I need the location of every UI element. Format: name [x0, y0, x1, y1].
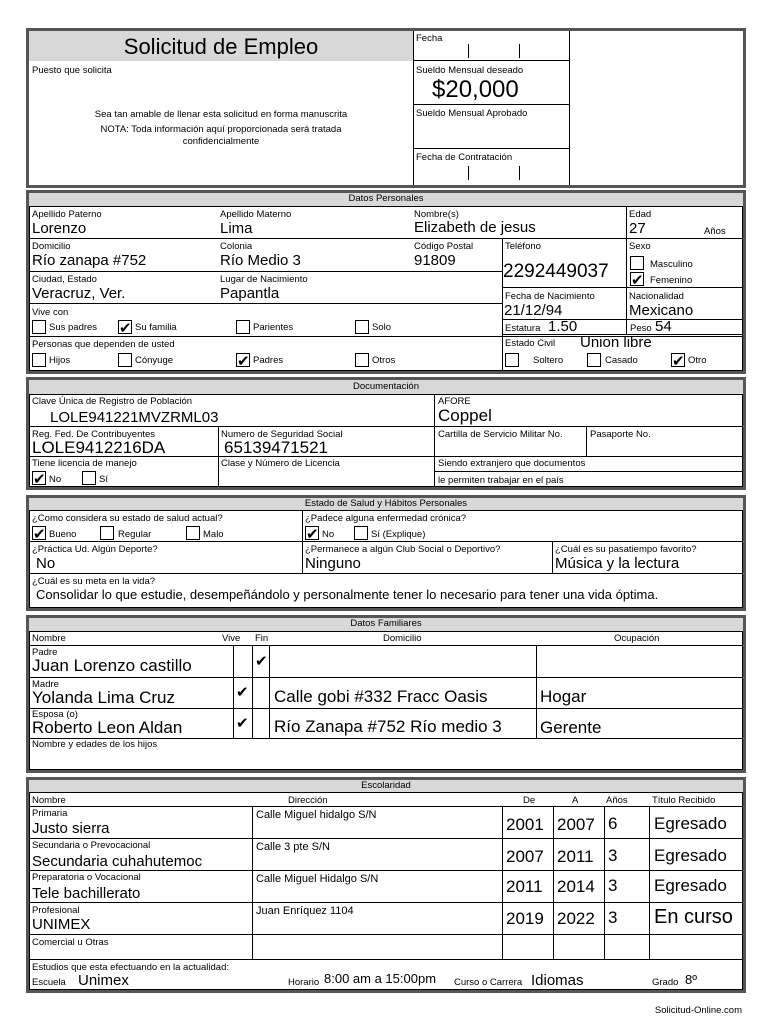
familia-vive-check-icon[interactable]: ✔ — [236, 715, 249, 732]
malo-checkbox[interactable] — [186, 526, 200, 540]
domicilio-value[interactable]: Río zanapa #752 — [32, 252, 147, 269]
esc-col-titulo: Título Recibido — [652, 795, 716, 806]
familia-col-domicilio: Domicilio — [383, 633, 422, 644]
colonia-value[interactable]: Río Medio 3 — [220, 252, 301, 269]
esc-direccion[interactable]: Calle Miguel hidalgo S/N — [256, 809, 377, 821]
sus-padres-label: Sus padres — [49, 322, 98, 333]
esc-a[interactable]: 2014 — [557, 877, 595, 896]
otro-check-icon: ✔ — [672, 353, 685, 370]
familia-rel-label: Padre — [32, 647, 58, 658]
esc-direccion[interactable]: Calle Miguel Hidalgo S/N — [256, 873, 379, 885]
meta-value[interactable]: Consolidar lo que estudie, desempeñándolo y personalmente tener lo necesario para tener una vida óptima. — [36, 587, 659, 602]
esc-nivel-label: Primaria — [32, 808, 68, 819]
pasaporte-label: Pasaporte No. — [590, 429, 651, 440]
otros-label: Otros — [372, 355, 396, 366]
extranjero-line-1: Siendo extranjero que documentos — [438, 458, 586, 469]
esc-col-de: De — [523, 795, 536, 806]
note-line-2: confidencialmente — [182, 136, 260, 147]
cp-label: Código Postal — [414, 241, 474, 252]
deporte-value[interactable]: No — [36, 555, 56, 572]
cronica-si-label: Sí (Explique) — [371, 529, 426, 540]
esc-escuela-value[interactable]: Unimex — [78, 972, 129, 989]
estado-civil-label: Estado Civil — [505, 338, 556, 349]
su-familia-check-icon: ✔ — [119, 320, 132, 337]
esc-anos[interactable]: 3 — [608, 908, 618, 927]
casado-checkbox[interactable] — [587, 353, 601, 367]
licencia-si-checkbox[interactable] — [82, 471, 96, 485]
masculino-label: Masculino — [650, 259, 693, 270]
cronica-no-checkbox[interactable] — [305, 526, 319, 543]
footer-text: Solicitud-Online.com — [654, 1005, 742, 1016]
esc-titulo[interactable]: En curso — [654, 906, 733, 928]
esc-nivel-label: Preparatoria o Vocacional — [32, 872, 141, 883]
hijos-checkbox[interactable] — [32, 353, 46, 367]
su-familia-checkbox[interactable] — [118, 320, 132, 337]
rfc-value[interactable]: LOLE9412216DA — [32, 438, 166, 457]
esc-nivel-label: Secundaria o Prevocacional — [32, 840, 151, 851]
parientes-checkbox[interactable] — [236, 320, 250, 334]
docs-title: Documentación — [352, 381, 419, 392]
salud-title: Estado de Salud y Hábitos Personales — [304, 498, 468, 509]
familia-domicilio[interactable]: Río Zanapa #752 Río medio 3 — [274, 717, 502, 736]
esc-nivel-label: Comercial u Otras — [32, 937, 109, 948]
familia-rel-label: Esposa (o) — [32, 709, 78, 720]
esc-nombre[interactable]: Justo sierra — [32, 820, 110, 837]
esc-a[interactable]: 2007 — [557, 815, 595, 834]
esc-horario-label: Horario — [288, 977, 320, 988]
femenino-checkbox[interactable] — [630, 272, 644, 289]
esc-de[interactable]: 2001 — [506, 815, 544, 834]
familia-rel-label: Madre — [32, 679, 59, 690]
esc-titulo[interactable]: Egresado — [654, 876, 727, 895]
nss-value[interactable]: 65139471521 — [224, 438, 329, 457]
otros-checkbox[interactable] — [355, 353, 369, 367]
bueno-checkbox[interactable] — [32, 526, 46, 543]
padres-checkbox[interactable] — [236, 353, 250, 370]
soltero-label: Soltero — [533, 355, 564, 366]
clase-label: Clase y Número de Licencia — [221, 458, 340, 469]
esc-col-nombre: Nombre — [32, 795, 66, 806]
nombres-value[interactable]: Elizabeth de jesus — [414, 219, 536, 236]
conyuge-checkbox[interactable] — [118, 353, 132, 367]
cronica-no-check-icon: ✔ — [306, 526, 319, 543]
esc-anos[interactable]: 3 — [608, 876, 618, 895]
esc-grado-label: Grado — [652, 977, 679, 988]
club-value[interactable]: Ninguno — [305, 555, 361, 572]
esc-curso-label: Curso o Carrera — [454, 977, 523, 988]
masculino-checkbox[interactable] — [630, 256, 644, 270]
peso-label: Peso — [630, 323, 652, 334]
apellido-paterno-label: Apellido Paterno — [32, 209, 102, 220]
esc-a[interactable]: 2022 — [557, 909, 595, 928]
familia-col-fin: Fin — [255, 633, 269, 644]
edad-value[interactable]: 27 — [629, 220, 646, 237]
familia-col-ocupacion: Ocupación — [614, 633, 660, 644]
pasatiempo-value[interactable]: Música y la lectura — [555, 555, 680, 572]
esc-direccion[interactable]: Calle 3 pte S/N — [256, 841, 330, 853]
esc-actual-label: Estudios que esta efectuando en la actualidad: — [32, 962, 230, 973]
curp-label: Clave Única de Registro de Población — [32, 396, 193, 407]
femenino-check-icon: ✔ — [631, 272, 644, 289]
esc-nivel-label: Profesional — [32, 905, 80, 916]
personal-title: Datos Personales — [348, 193, 424, 204]
esc-de[interactable]: 2007 — [506, 847, 544, 866]
deporte-label: ¿Práctica Ud. Algún Deporte? — [32, 544, 158, 555]
esc-col-anos: Años — [606, 795, 628, 806]
esc-nombre[interactable]: Tele bachillerato — [32, 885, 141, 902]
licencia-label: Tiene licencia de manejo — [32, 458, 137, 469]
colonia-label: Colonia — [220, 241, 253, 252]
hijos-label: Nombre y edades de los hijos — [32, 739, 158, 750]
vive-con-label: Vive con — [32, 307, 69, 318]
edad-label: Edad — [629, 209, 652, 220]
nacionalidad-value[interactable]: Mexicano — [629, 302, 694, 319]
esc-direccion[interactable]: Juan Enríquez 1104 — [256, 905, 354, 917]
regular-checkbox[interactable] — [100, 526, 114, 540]
padres-label: Padres — [253, 355, 284, 366]
dependen-label: Personas que dependen de usted — [32, 339, 175, 350]
soltero-checkbox[interactable] — [505, 353, 519, 367]
ciudad-label: Ciudad, Estado — [32, 274, 97, 285]
familia-nombre[interactable]: Roberto Leon Aldan — [32, 718, 183, 737]
esc-a[interactable]: 2011 — [557, 847, 594, 866]
curp-value[interactable]: LOLE941221MVZRML03 — [50, 409, 219, 426]
nss-label: Numero de Seguridad Social — [221, 429, 343, 440]
salud-estado-label: ¿Como considera su estado de salud actual? — [32, 513, 223, 524]
sueldo-aprobado-label: Sueldo Mensual Aprobado — [416, 108, 528, 119]
fecha-label: Fecha — [416, 33, 443, 44]
estatura-value[interactable]: 1.50 — [548, 318, 578, 335]
cronica-label: ¿Padece alguna enfermedad crónica? — [305, 513, 467, 524]
licencia-si-label: Sí — [99, 474, 108, 485]
telefono-label: Teléfono — [505, 241, 541, 252]
sueldo-deseado-label: Sueldo Mensual deseado — [416, 65, 524, 76]
esc-titulo[interactable]: Egresado — [654, 846, 727, 865]
esc-titulo[interactable]: Egresado — [654, 814, 727, 833]
fecha-nac-value[interactable]: 21/12/94 — [504, 302, 563, 319]
familia-nombre[interactable]: Yolanda Lima Cruz — [32, 688, 176, 707]
familia-col-nombre: Nombre — [32, 633, 66, 644]
pasatiempo-label: ¿Cuál es su pasatiempo favorito? — [555, 544, 697, 555]
sueldo-deseado-value[interactable]: $20,000 — [432, 76, 519, 103]
solo-label: Solo — [372, 322, 392, 333]
club-label: ¿Permanece a algún Club Social o Deportivo? — [305, 544, 501, 555]
fecha-contratacion-label: Fecha de Contratación — [416, 152, 513, 163]
esc-de[interactable]: 2019 — [506, 909, 544, 928]
licencia-no-checkbox[interactable] — [32, 471, 46, 488]
esc-col-a: A — [572, 795, 579, 806]
nombres-label: Nombre(s) — [414, 209, 459, 220]
familia-ocupacion[interactable]: Gerente — [540, 718, 602, 737]
form-title: Solicitud de Empleo — [123, 34, 319, 59]
licencia-no-check-icon: ✔ — [33, 471, 46, 488]
cp-value[interactable]: 91809 — [414, 252, 456, 269]
anos-label: Años — [704, 226, 726, 237]
extranjero-line-2: le permiten trabajar en el país — [438, 475, 564, 486]
malo-label: Malo — [203, 529, 224, 540]
familia-ocupacion[interactable]: Hogar — [540, 687, 587, 706]
fecha-nac-label: Fecha de Nacimiento — [505, 291, 595, 302]
esc-nombre[interactable]: Secundaria cuhahutemoc — [32, 853, 203, 870]
esc-horario-value[interactable]: 8:00 am a 15:00pm — [324, 971, 437, 986]
familia-title: Datos Familiares — [350, 618, 422, 629]
apellido-paterno-value[interactable]: Lorenzo — [32, 220, 87, 237]
telefono-value[interactable]: 2292449037 — [503, 261, 609, 282]
familia-fin-check-icon[interactable]: ✔ — [255, 653, 268, 670]
esc-grado-value[interactable]: 8º — [685, 972, 697, 987]
esc-nombre[interactable]: UNIMEX — [32, 916, 91, 933]
esc-anos[interactable]: 3 — [608, 846, 618, 865]
nacionalidad-label: Nacionalidad — [629, 291, 684, 302]
escolaridad-title: Escolaridad — [361, 780, 411, 791]
licencia-no-label: No — [49, 474, 62, 485]
familia-domicilio[interactable]: Calle gobi #332 Fracc Oasis — [274, 687, 488, 706]
esc-escuela-label: Escuela — [32, 977, 66, 988]
sexo-label: Sexo — [629, 241, 651, 252]
instructions-text: Sea tan amable de llenar esta solicitud en forma manuscrita — [94, 109, 348, 120]
estado-civil-value[interactable]: Union libre — [580, 334, 652, 351]
hijos-label: Hijos — [49, 355, 71, 366]
bueno-check-icon: ✔ — [33, 526, 46, 543]
lugar-nac-value[interactable]: Papantla — [220, 285, 280, 302]
casado-label: Casado — [605, 355, 638, 366]
ciudad-value[interactable]: Veracruz, Ver. — [32, 285, 126, 302]
regular-label: Regular — [118, 529, 152, 540]
esc-anos[interactable]: 6 — [608, 814, 618, 833]
puesto-label: Puesto que solicita — [32, 65, 112, 76]
otro-label: Otro — [688, 355, 707, 366]
su-familia-label: Su familia — [135, 322, 177, 333]
familia-nombre[interactable]: Juan Lorenzo castillo — [32, 656, 192, 675]
apellido-materno-label: Apellido Materno — [220, 209, 292, 220]
cronica-no-label: No — [322, 529, 335, 540]
padres-check-icon: ✔ — [237, 353, 250, 370]
cronica-si-checkbox[interactable] — [354, 526, 368, 540]
lugar-nac-label: Lugar de Nacimiento — [220, 274, 308, 285]
afore-label: AFORE — [438, 396, 471, 407]
cartilla-label: Cartilla de Servicio Militar No. — [438, 429, 563, 440]
meta-label: ¿Cuál es su meta en la vida? — [32, 576, 156, 587]
familia-col-vive: Vive — [222, 633, 241, 644]
sus-padres-checkbox[interactable] — [32, 320, 46, 334]
esc-de[interactable]: 2011 — [506, 877, 543, 896]
conyuge-label: Cónyuge — [135, 355, 174, 366]
domicilio-label: Domicilio — [32, 241, 71, 252]
familia-vive-check-icon[interactable]: ✔ — [236, 684, 249, 701]
parientes-label: Parientes — [253, 322, 294, 333]
solo-checkbox[interactable] — [355, 320, 369, 334]
esc-col-direccion: Dirección — [288, 795, 328, 806]
bueno-label: Bueno — [49, 529, 77, 540]
peso-value[interactable]: 54 — [655, 318, 672, 335]
esc-curso-value[interactable]: Idiomas — [531, 972, 584, 989]
note-line-1: NOTA: Toda información aquí proporcionada será tratada — [100, 124, 342, 135]
afore-value[interactable]: Coppel — [438, 406, 492, 425]
estatura-label: Estatura — [505, 323, 541, 334]
rfc-label: Reg. Fed. De Contribuyentes — [32, 429, 156, 440]
otro-checkbox[interactable] — [671, 353, 685, 370]
apellido-materno-value[interactable]: Lima — [220, 220, 253, 237]
femenino-label: Femenino — [650, 275, 693, 286]
